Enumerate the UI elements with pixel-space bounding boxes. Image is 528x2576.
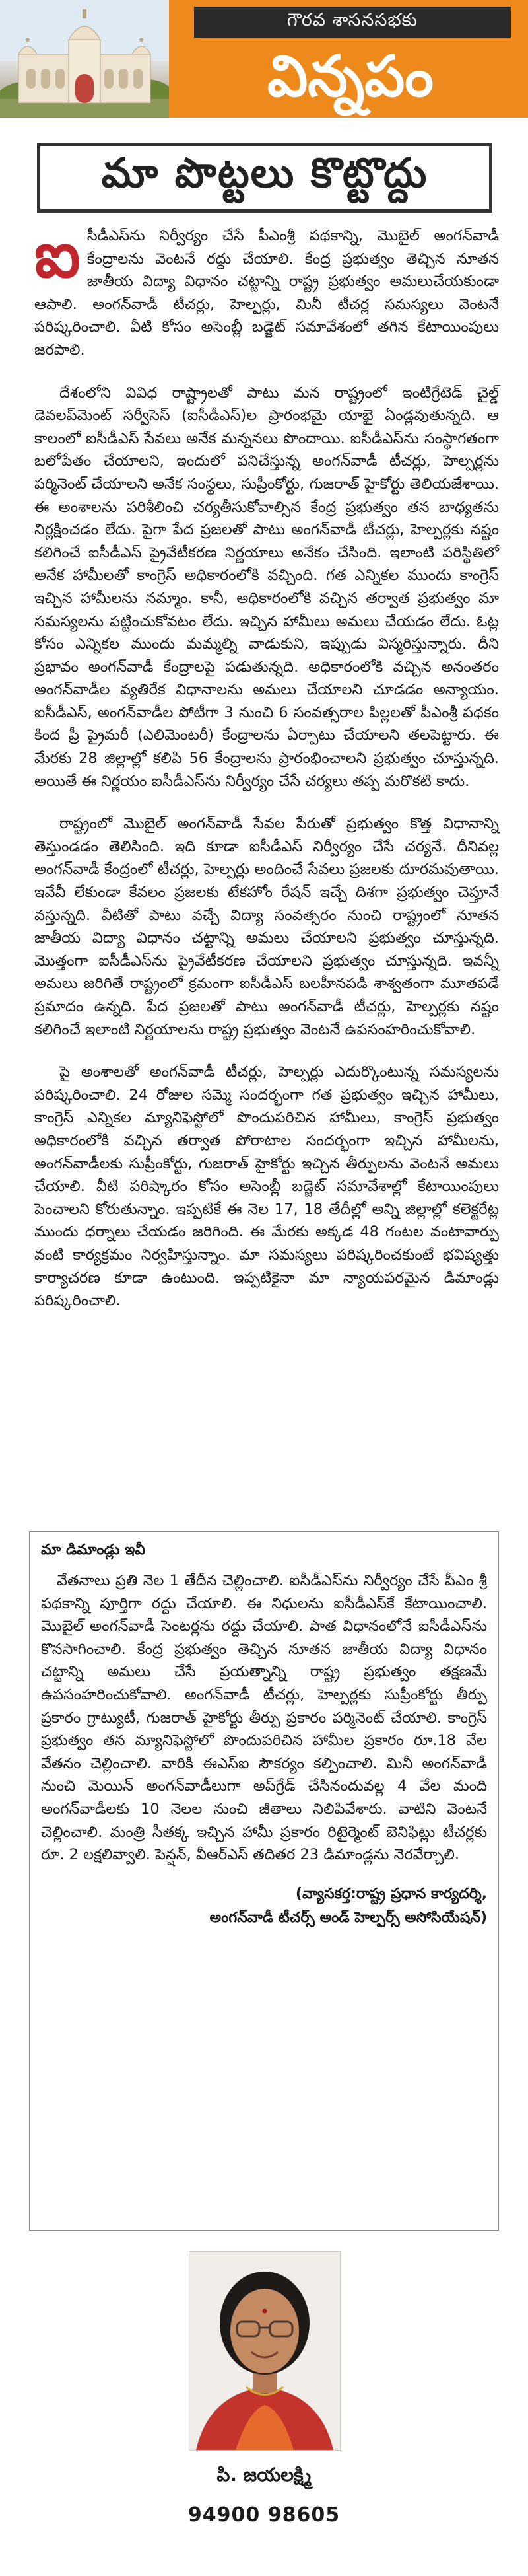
author-designation [41,1882,487,1930]
article-paragraph: రాష్ట్రంలో మొబైల్ అంగన్‌వాడీ సేవల పేరుతో ప్రభుత్వం కొత్త విధానాన్ని తెస్తుండడం తెలిసింది. ఇది కూడా ఐసీడీఎస్ నిర్వీర్యం చేసే చర్యనే. దీనివల్ల అంగన్‌వాడీ కేంద్రంలో టీచర్లు, హెల్పర్లు అందించే సేవలు ప్రజలకు దూరమవుతాయి. ఇవేవీ లేకుండా కేవలం ప్రజలకు టేకహోం రేషన్ ఇచ్చే దిశగా ప్రభుత్వం చెప్తూనే వస్తున్నది. వీటితో పాటు వచ్చే విద్యా సంవత్సరం నుంచి రాష్ట్రంలో నూతన జాతీయ విద్యా విధానం చట్టాన్ని అమలు చేయాలని ప్రభుత్వం చూస్తున్నది. మొత్తంగా ఐసీడీఎస్‌ను ప్రైవేటీకరణ చేయాలని ప్రభుత్వం చూస్తున్నది. ఇవన్నీ అమలు జరిగితే రాష్ట్రంలో క్రమంగా ఐసీడీఎస్ బలహీనపడి శాశ్వతంగా మూతపడే ప్రమాదం ఉన్నది. పేద ప్రజలతో పాటు అంగన్‌వాడీ టీచర్లు, హెల్పర్లకు నష్టం కలిగించే ఇలాంటి నిర్ణయాలను రాష్ట్ర ప్రభుత్వం వెంటనే ఉపసంహరించుకోవాలి. [34,815,499,1038]
article-paragraph: దేశంలోని వివిధ రాష్ట్రాలతో పాటు మన రాష్ట్రంలో ఇంటిగ్రేటెడ్ చైల్డ్ డెవలప్‌మెంట్ సర్వీసెస్ (ఐసీడీఎస్)ల ప్రారంభమై యాభై ఏండ్లవుతున్నది. ఆ కాలంలో ఐసీడీఎస్ సేవలు అనేక మన్ననలు పొందాయి. ఐసీడీఎస్‌ను సంస్థాగతంగా బలోపేతం చేయాలని, ఇందులో పనిచేస్తున్న అంగన్‌వాడీ టీచర్లు, హెల్పర్లను పర్మినెంట్ చేయాలని అనేక సంస్థలు, సుప్రీంకోర్టు, గుజరాత్ హైకోర్టు తెలియజేశాయి. ఈ అంశాలను పరిశీలించి చర్యతీసుకోవాల్సిన కేంద్ర ప్రభుత్వం తన బాధ్యతను నిర్లక్షించడం లేదు. పైగా పేద ప్రజలతో పాటు అంగన్‌వాడీ టీచర్లు, హెల్పర్లకు నష్టం కలిగించే ఐసీడీఎస్ ప్రైవేటీకరణ నిర్ణయాలు అనేకం చేసింది. ఇలాంటి పరిస్థితిలో అనేక హామీలతో కాంగ్రెస్ అధికారంలోకి వచ్చింది. గత ఎన్నికల ముందు కాంగ్రెస్ ఇచ్చిన హామీలను నమ్మాం. కానీ, అధికారంలోకి వచ్చిన తర్వాత ప్రభుత్వం మా సమస్యలను పట్టించుకోవటం లేదు. ఇచ్చిన హామీలు అమలు చేయడం లేదు. ఓట్ల కోసం ఎన్నికల ముందు మమ్మల్ని వాడుకుని, ఇప్పుడు విస్మరిస్తున్నారు. దీని ప్రభావం అంగన్‌వాడీ కేంద్రాలపై పడుతున్నది. అధికారంలోకి వచ్చిన అనంతరం అంగన్‌వాడీల వ్యతిరేక విధానాలను అమలు చేయాలని చూడడం అన్యాయం. ఐసీడీఎస్, అంగన్‌వాడీల పోటీగా 3 నుంచి 6 సంవత్సరాల పిల్లలతో పీఎంశ్రీ పథకం కింద ప్రీ ప్రైమరీ (ఎలిమెంటరీ) కేంద్రాలను ఏర్పాటు చేయాలని తలపెట్టారు. ఈ మేరకు 28 జిల్లాల్లో కలిపి 56 కేంద్రాలను ప్రారంభించాలని ప్రభుత్వం చూస్తున్నది. అయితే ఈ నిర్ణయం ఐసీడీఎస్‌ను నిర్వీర్యం చేసే చర్యలు తప్ప మరొకటి కాదు. [34,384,499,790]
column-masthead: విన్నపం [267,44,434,110]
drop-cap: ఐ [34,218,81,292]
assembly-building-photo [0,0,169,118]
author-name: పి. జయలక్ష్మి [216,2464,312,2486]
article-body [34,218,499,1332]
paragraph-text: సీడీఎస్‌ను నిర్వీర్యం చేసే పీఎంశ్రీ పథకాన్ని, మొబైల్ అంగన్‌వాడీ కేంద్రాలను వెంటనే రద్దు చేయాలి. కేంద్ర ప్రభుత్వం తెచ్చిన నూతన జాతీయ విద్యా విధానం చట్టాన్ని రాష్ట్ర ప్రభుత్వం అమలుచేయకుండా ఆపాలి. అంగన్‌వాడీ టీచర్లు, హెల్పర్లు, మినీ టీచర్ల సమస్యలు వెంటనే పరిష్కరించాలి. వీటి కోసం అసెంబ్లీ బడ్జెట్ సమావేశంలో తగిన కేటాయింపులు జరపాలి. [34,227,499,359]
headline-box [37,143,492,213]
demands-box [29,1531,499,2231]
article-headline: మా పొట్టలు కొట్టొద్దు [101,149,428,197]
demands-text: వేతనాలు ప్రతి నెల 1 తేదీన చెల్లించాలి. ఐసీడీఎస్‌ను నిర్వీర్యం చేసే పీఎం శ్రీ పథకాన్ని పూర్తిగా రద్దు చేయాలి. ఈ నిధులను ఐసీడీఎస్‌కే కేటాయించాలి. మొబైల్ అంగన్‌వాడీ సెంటర్లను రద్దు చేయాలి. పాత విధానంలోనే ఐసీడీఎస్‌ను కొనసాగించాలి. కేంద్ర ప్రభుత్వం తెచ్చిన నూతన జాతీయ విద్యా విధానం చట్టాన్ని అమలు చేసే ప్రయత్నాన్ని రాష్ట్ర ప్రభుత్వం తక్షణమే ఉపసంహరించుకోవాలి. అంగన్‌వాడీ టీచర్లు, హెల్పర్లకు సుప్రీంకోర్టు తీర్పు ప్రకారం గ్రాట్యుటీ, గుజరాత్ హైకోర్టు తీర్పు ప్రకారం పర్మినెంట్ చేయాలి. కాంగ్రెస్ ప్రభుత్వం తన మ్యానిఫెస్టోలో పొందుపరిచిన హామీల ప్రకారం రూ.18 వేల వేతనం చెల్లించాలి. వారికి ఈఎస్ఐ సౌకర్యం కల్పించాలి. మినీ అంగన్‌వాడీ నుంచి మెయిన్ అంగన్‌వాడీలుగా అప్‌గ్రేడ్ చేసినందువల్ల 4 వేల మంది అంగన్‌వాడీలకు 10 నెలల నుంచి జీతాలు నిలిపివేశారు. వాటిని వెంటనే చెల్లించాలి. మంత్రి సీతక్క ఇచ్చిన హామీ ప్రకారం రిటైర్మెంట్ బెనిఫిట్లు టీచర్లకు రూ. 2 లక్షలివ్వాలి. పెన్షన్, వీఆర్ఎస్ తదితర 23 డిమాండ్లను నెరవేర్చాలి. [41,1572,487,1864]
article-paragraph [34,218,499,362]
author-photo [189,2251,341,2451]
article-paragraph: పై అంశాలతో అంగన్‌వాడీ టీచర్లు, హెల్పర్లు ఎదుర్కొంటున్న సమస్యలను పరిష్కరించాలి. 24 రోజుల సమ్మె సందర్భంగా గత ప్రభుత్వం ఇచ్చిన హామీలు, కాంగ్రెస్ ఎన్నికల మ్యానిఫెస్టోలో పొందుపరిచిన హామీలు, కాంగ్రెస్ ప్రభుత్వం అధికారంలోకి వచ్చిన తర్వాత పోరాటాల సందర్భంగా ఇచ్చిన హామీలను, అంగన్‌వాడీలకు సుప్రీంకోర్టు, గుజరాత్ హైకోర్టు ఇచ్చిన తీర్పులను వెంటనే అమలు చేయాలి. వీటి పరిష్కారం కోసం అసెంబ్లీ బడ్జెట్ సమావేశాల్లో కేటాయింపులు పెంచాలని కోరుతున్నాం. ఇప్పటికే ఈ నెల 17, 18 తేదీల్లో అన్ని జిల్లాల్లో కలెక్టరేట్ల ముందు ధర్నాలు చేయడం జరిగింది. ఈ మేరకు అక్కడ 48 గంటల వంటావార్పు వంటి కార్యక్రమం నిర్వహిస్తున్నాం. మా సమస్యలు పరిష్కరించకుంటే భవిష్యత్తు కార్యాచరణ కూడా ఉంటుంది. ఇప్పటికైనా మా న్యాయపరమైన డిమాండ్లు పరిష్కరించాలి. [34,1063,499,1310]
column-kicker: గౌరవ శాసనసభకు [194,7,511,38]
column-header [0,0,528,118]
designation-line: అంగన్‌వాడీ టీచర్స్ అండ్ హెల్పర్స్ అసోసియేషన్) [209,1909,487,1926]
designation-line: (వ్యాసకర్త:రాష్ట్ర ప్రధాన కార్యదర్శి, [295,1885,487,1902]
author-phone: 94900 98605 [187,2503,341,2526]
demands-heading: మా డిమాండ్లు ఇవీ [41,1542,145,1558]
